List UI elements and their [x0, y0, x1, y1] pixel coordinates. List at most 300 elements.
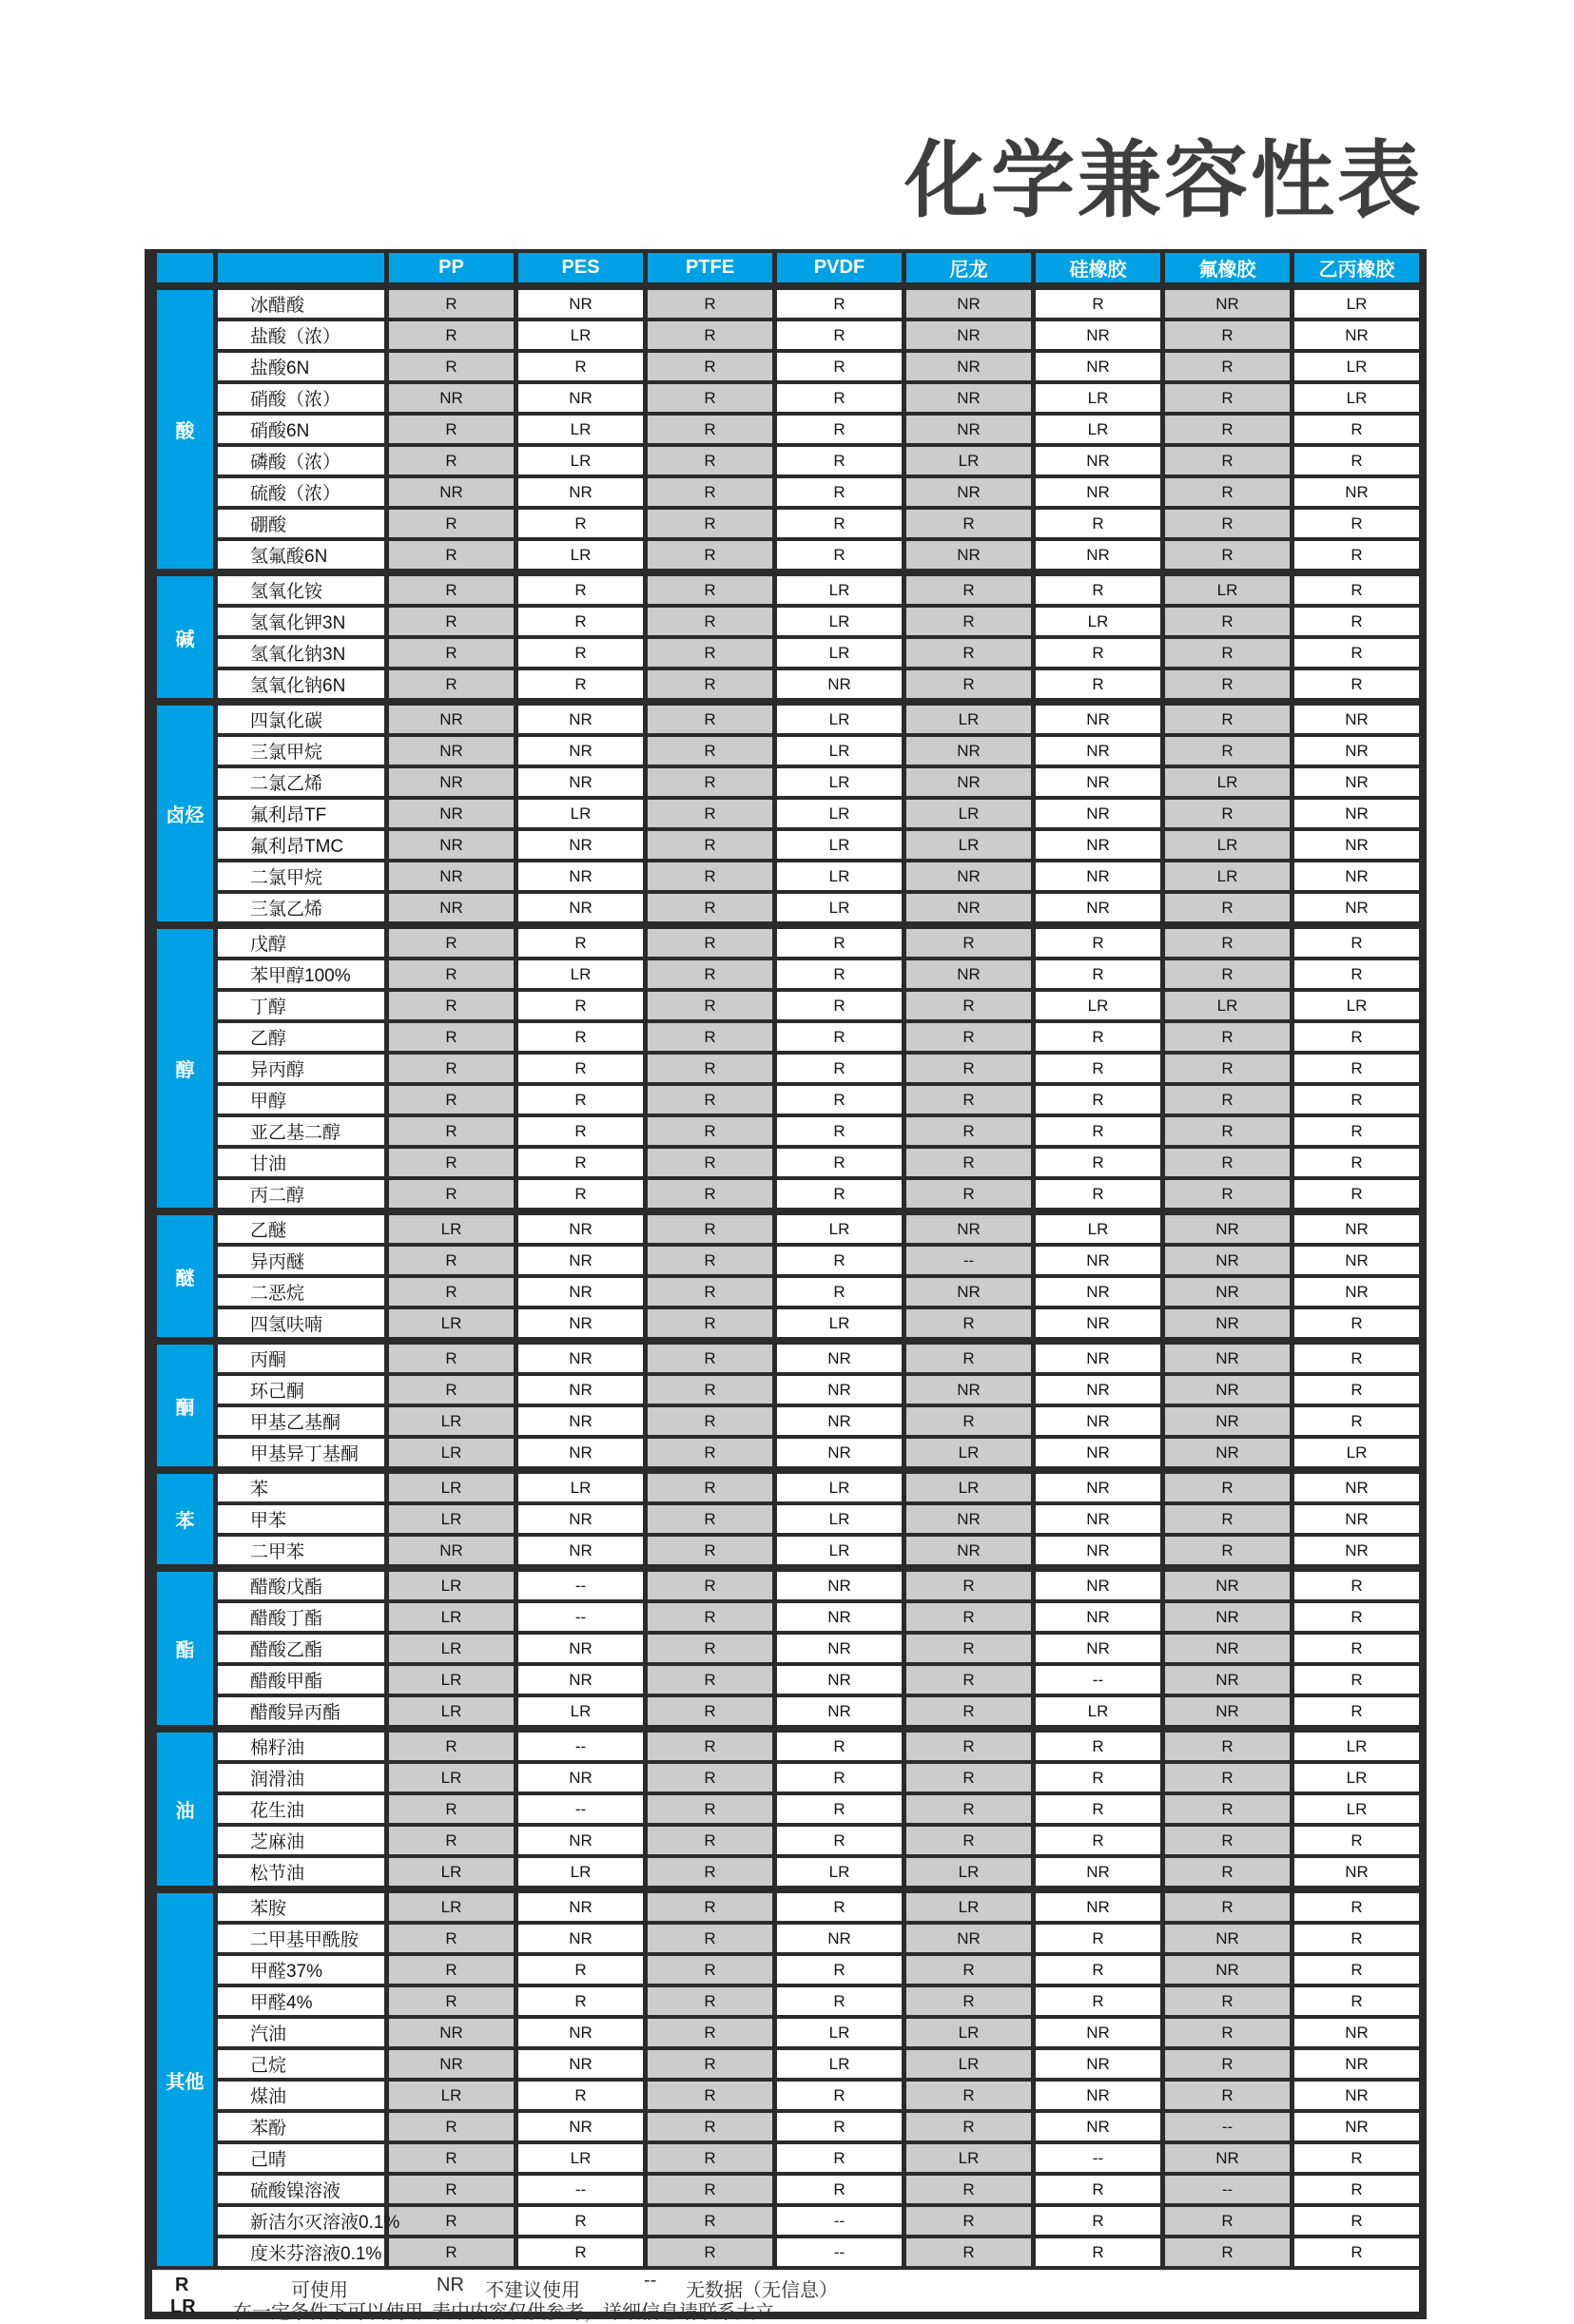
value-cell: R [646, 1503, 775, 1535]
value-cell: LR [1034, 606, 1163, 637]
value-cell: NR [516, 1633, 646, 1664]
table-row [155, 735, 1422, 766]
value-cell: R [1292, 1307, 1422, 1341]
value-cell: NR [1034, 351, 1163, 382]
table-row [155, 1954, 1422, 1985]
value-cell: LR [1292, 351, 1422, 382]
value-cell: LR [775, 2048, 904, 2080]
value-cell: R [387, 1276, 516, 1307]
value-cell: R [387, 1729, 516, 1762]
value-cell: R [646, 1178, 775, 1211]
table-row [155, 702, 1422, 735]
value-cell: R [775, 351, 904, 382]
value-cell: R [387, 445, 516, 476]
value-cell: LR [775, 1856, 904, 1889]
value-cell: R [904, 1147, 1034, 1178]
table-row [155, 637, 1422, 668]
value-cell: R [387, 990, 516, 1021]
value-cell: R [1163, 1889, 1292, 1923]
chemical-name: 汽油 [216, 2017, 387, 2048]
value-cell: R [1163, 2048, 1292, 2080]
value-cell: -- [775, 2205, 904, 2237]
chemical-name: 苯 [216, 1470, 387, 1503]
table-row [155, 1535, 1422, 1568]
value-cell: R [1163, 1503, 1292, 1535]
value-cell: LR [775, 735, 904, 766]
value-cell: NR [1292, 2080, 1422, 2111]
value-cell: R [646, 572, 775, 606]
value-cell: NR [1034, 2017, 1163, 2048]
value-cell: NR [904, 539, 1034, 572]
value-cell: R [1163, 606, 1292, 637]
table-row [155, 2237, 1422, 2268]
value-cell: R [904, 508, 1034, 539]
value-cell: LR [904, 445, 1034, 476]
value-cell: LR [1163, 990, 1292, 1021]
value-cell: LR [1163, 829, 1292, 861]
value-cell: R [1163, 637, 1292, 668]
value-cell: NR [1034, 1856, 1163, 1889]
value-cell: NR [775, 1601, 904, 1633]
value-cell: R [646, 1889, 775, 1923]
legend-key-nodata: -- [644, 2270, 657, 2291]
value-cell: R [387, 572, 516, 606]
page-title: 化学兼容性表 [904, 133, 1424, 227]
table-row [155, 1568, 1422, 1601]
chemical-name: 丙酮 [216, 1341, 387, 1374]
value-cell: NR [1034, 735, 1163, 766]
value-cell: NR [1034, 1245, 1163, 1276]
value-cell: R [775, 414, 904, 445]
value-cell: NR [516, 1307, 646, 1341]
value-cell: NR [1034, 539, 1163, 572]
value-cell: NR [904, 1503, 1034, 1535]
chemical-name: 四氢呋喃 [216, 1307, 387, 1341]
value-cell: -- [516, 1568, 646, 1601]
value-cell: R [387, 1147, 516, 1178]
value-cell: LR [516, 2142, 646, 2174]
value-cell: NR [775, 668, 904, 702]
table-row [155, 1856, 1422, 1889]
table-row [155, 1405, 1422, 1437]
value-cell: R [516, 508, 646, 539]
value-cell: NR [387, 382, 516, 414]
table-row [155, 1793, 1422, 1825]
chemical-name: 甲醛37% [216, 1954, 387, 1985]
value-cell: R [775, 445, 904, 476]
value-cell: R [387, 320, 516, 351]
value-cell: LR [775, 2017, 904, 2048]
value-cell: R [387, 1341, 516, 1374]
value-cell: R [775, 2080, 904, 2111]
value-cell: LR [516, 1470, 646, 1503]
table-row [155, 1825, 1422, 1856]
value-cell: R [387, 286, 516, 320]
value-cell: LR [775, 702, 904, 735]
value-cell: R [1163, 1053, 1292, 1084]
chemical-name: 松节油 [216, 1856, 387, 1889]
value-cell: R [1163, 1535, 1292, 1568]
value-cell: NR [387, 2048, 516, 2080]
table-row [155, 351, 1422, 382]
value-cell: NR [516, 2048, 646, 2080]
value-cell: NR [1034, 1341, 1163, 1374]
value-cell: NR [1163, 286, 1292, 320]
value-cell: R [1292, 1985, 1422, 2017]
value-cell: LR [387, 1307, 516, 1341]
column-header: 硅橡胶 [1034, 253, 1163, 286]
value-cell: R [516, 925, 646, 959]
value-cell: R [1163, 382, 1292, 414]
value-cell: R [646, 2048, 775, 2080]
corner-cell [155, 253, 216, 286]
value-cell: R [1163, 1793, 1292, 1825]
value-cell: LR [516, 445, 646, 476]
table-row [155, 892, 1422, 925]
value-cell: R [1163, 539, 1292, 572]
value-cell: R [1292, 1695, 1422, 1729]
compatibility-table-grid [152, 253, 1424, 2270]
value-cell: R [1292, 1178, 1422, 1211]
chemical-name: 氟利昂TMC [216, 829, 387, 861]
table-row [155, 286, 1422, 320]
value-cell: R [1292, 1664, 1422, 1695]
value-cell: R [1034, 1923, 1163, 1954]
value-cell: R [646, 539, 775, 572]
value-cell: LR [387, 1405, 516, 1437]
chemical-name: 度米芬溶液0.1% [216, 2237, 387, 2268]
group-label: 醇 [155, 925, 216, 1211]
value-cell: NR [516, 892, 646, 925]
value-cell: R [904, 1021, 1034, 1053]
value-cell: LR [775, 1503, 904, 1535]
value-cell: NR [1292, 1211, 1422, 1245]
table-row [155, 445, 1422, 476]
value-cell: R [646, 1695, 775, 1729]
value-cell: R [904, 2111, 1034, 2142]
value-cell: R [646, 1245, 775, 1276]
value-cell: NR [1292, 1276, 1422, 1307]
value-cell: R [1034, 1793, 1163, 1825]
table-row [155, 2048, 1422, 2080]
value-cell: NR [1163, 1923, 1292, 1954]
value-cell: R [646, 766, 775, 798]
value-cell: R [1034, 1084, 1163, 1115]
value-cell: LR [387, 1762, 516, 1793]
chemical-name: 异丙醇 [216, 1053, 387, 1084]
value-cell: R [387, 1954, 516, 1985]
value-cell: NR [1034, 1374, 1163, 1405]
value-cell: NR [387, 892, 516, 925]
column-header: PTFE [646, 253, 775, 286]
value-cell: R [775, 1762, 904, 1793]
table-row [155, 508, 1422, 539]
value-cell: NR [904, 1374, 1034, 1405]
chemical-name: 棉籽油 [216, 1729, 387, 1762]
value-cell: R [1292, 539, 1422, 572]
column-header: 尼龙 [904, 253, 1034, 286]
value-cell: R [387, 925, 516, 959]
value-cell: NR [1292, 2111, 1422, 2142]
value-cell: NR [516, 286, 646, 320]
value-cell: R [646, 1923, 775, 1954]
chemical-name: 煤油 [216, 2080, 387, 2111]
value-cell: R [646, 1793, 775, 1825]
value-cell: NR [1163, 1695, 1292, 1729]
value-cell: R [1034, 286, 1163, 320]
value-cell: R [904, 1954, 1034, 1985]
value-cell: LR [775, 1307, 904, 1341]
table-row [155, 1053, 1422, 1084]
value-cell: LR [1292, 1437, 1422, 1470]
value-cell: R [516, 1178, 646, 1211]
value-cell: R [516, 1115, 646, 1147]
value-cell: NR [1034, 1437, 1163, 1470]
table-row [155, 414, 1422, 445]
value-cell: NR [1034, 892, 1163, 925]
value-cell: NR [1163, 1276, 1292, 1307]
value-cell: R [646, 1535, 775, 1568]
value-cell: -- [1163, 2174, 1292, 2205]
chemical-name: 丁醇 [216, 990, 387, 1021]
chemical-column-header [216, 253, 387, 286]
value-cell: NR [1292, 2017, 1422, 2048]
value-cell: LR [904, 1470, 1034, 1503]
compatibility-table [145, 249, 1427, 2323]
value-cell: R [516, 1084, 646, 1115]
value-cell: R [1292, 1341, 1422, 1374]
value-cell: R [646, 1147, 775, 1178]
chemical-name: 新洁尔灭溶液0.1% [216, 2205, 387, 2237]
value-cell: R [387, 1923, 516, 1954]
value-cell: R [1292, 1374, 1422, 1405]
value-cell: R [646, 2017, 775, 2048]
value-cell: NR [516, 1341, 646, 1374]
value-cell: R [516, 1985, 646, 2017]
value-cell: R [904, 1341, 1034, 1374]
value-cell: R [646, 1470, 775, 1503]
value-cell: LR [775, 637, 904, 668]
value-cell: R [1163, 1470, 1292, 1503]
value-cell: LR [775, 1211, 904, 1245]
value-cell: R [387, 1374, 516, 1405]
value-cell: NR [516, 735, 646, 766]
table-row [155, 959, 1422, 990]
value-cell: R [775, 1729, 904, 1762]
value-cell: LR [1292, 990, 1422, 1021]
value-cell: R [1292, 2174, 1422, 2205]
chemical-name: 氢氟酸6N [216, 539, 387, 572]
value-cell: R [1163, 1856, 1292, 1889]
value-cell: R [904, 2237, 1034, 2268]
value-cell: NR [387, 2017, 516, 2048]
value-cell: NR [1163, 1954, 1292, 1985]
chemical-name: 甲苯 [216, 1503, 387, 1535]
value-cell: R [387, 1115, 516, 1147]
value-cell: R [904, 668, 1034, 702]
value-cell: R [646, 351, 775, 382]
value-cell: NR [1292, 1470, 1422, 1503]
value-cell: LR [1034, 1211, 1163, 1245]
value-cell: R [516, 2080, 646, 2111]
value-cell: R [646, 606, 775, 637]
value-cell: NR [904, 286, 1034, 320]
value-cell: R [904, 1084, 1034, 1115]
value-cell: NR [1292, 2048, 1422, 2080]
value-cell: R [387, 606, 516, 637]
legend-desc-r: 可使用 [291, 2280, 348, 2301]
value-cell: R [775, 476, 904, 508]
value-cell: R [387, 1245, 516, 1276]
value-cell: R [646, 990, 775, 1021]
table-row [155, 2080, 1422, 2111]
chemical-name: 硫酸镍溶液 [216, 2174, 387, 2205]
value-cell: LR [387, 2080, 516, 2111]
chemical-name: 氢氧化钠3N [216, 637, 387, 668]
value-cell: R [904, 1695, 1034, 1729]
column-header: PES [516, 253, 646, 286]
value-cell: R [1292, 2142, 1422, 2174]
group-label: 卤烃 [155, 702, 216, 925]
value-cell: NR [516, 1535, 646, 1568]
value-cell: R [775, 508, 904, 539]
value-cell: R [1034, 1762, 1163, 1793]
value-cell: R [646, 286, 775, 320]
value-cell: NR [387, 735, 516, 766]
value-cell: NR [516, 1889, 646, 1923]
value-cell: LR [387, 1437, 516, 1470]
value-cell: NR [1034, 320, 1163, 351]
table-row [155, 2017, 1422, 2048]
value-cell: R [1292, 1084, 1422, 1115]
value-cell: R [646, 637, 775, 668]
value-cell: NR [1163, 1633, 1292, 1664]
value-cell: R [775, 990, 904, 1021]
value-cell: LR [516, 320, 646, 351]
value-cell: NR [1292, 766, 1422, 798]
value-cell: NR [1034, 2111, 1163, 2142]
table-row [155, 925, 1422, 959]
value-cell: NR [1034, 445, 1163, 476]
value-cell: R [516, 2237, 646, 2268]
table-row [155, 572, 1422, 606]
value-cell: R [1163, 2237, 1292, 2268]
value-cell: NR [1034, 1601, 1163, 1633]
value-cell: NR [904, 1535, 1034, 1568]
value-cell: NR [1034, 766, 1163, 798]
value-cell: R [1163, 508, 1292, 539]
value-cell: NR [516, 2111, 646, 2142]
value-cell: LR [1034, 414, 1163, 445]
value-cell: R [1292, 445, 1422, 476]
table-row [155, 1147, 1422, 1178]
value-cell: R [1292, 1115, 1422, 1147]
chemical-name: 四氯化碳 [216, 702, 387, 735]
value-cell: R [387, 1985, 516, 2017]
value-cell: NR [904, 1211, 1034, 1245]
value-cell: R [646, 702, 775, 735]
value-cell: R [387, 2237, 516, 2268]
value-cell: R [775, 1793, 904, 1825]
value-cell: NR [516, 1374, 646, 1405]
chemical-name: 甲基异丁基酮 [216, 1437, 387, 1470]
value-cell: R [904, 1307, 1034, 1341]
value-cell: LR [775, 1535, 904, 1568]
value-cell: R [516, 351, 646, 382]
value-cell: -- [516, 2174, 646, 2205]
value-cell: R [1034, 1954, 1163, 1985]
value-cell: NR [516, 476, 646, 508]
value-cell: NR [387, 702, 516, 735]
value-cell: NR [1034, 1889, 1163, 1923]
chemical-name: 戊醇 [216, 925, 387, 959]
value-cell: R [646, 1825, 775, 1856]
value-cell: R [775, 1825, 904, 1856]
value-cell: R [1163, 798, 1292, 829]
chemical-name: 盐酸6N [216, 351, 387, 382]
value-cell: R [1034, 1115, 1163, 1147]
value-cell: R [1163, 320, 1292, 351]
value-cell: NR [1292, 892, 1422, 925]
chemical-name: 乙醚 [216, 1211, 387, 1245]
chemical-name: 润滑油 [216, 1762, 387, 1793]
chemical-name: 环己酮 [216, 1374, 387, 1405]
value-cell: R [646, 959, 775, 990]
value-cell: NR [904, 766, 1034, 798]
value-cell: R [775, 1889, 904, 1923]
value-cell: NR [775, 1923, 904, 1954]
value-cell: R [646, 1405, 775, 1437]
value-cell: NR [1292, 735, 1422, 766]
value-cell: R [516, 990, 646, 1021]
value-cell: R [387, 539, 516, 572]
value-cell: R [1292, 925, 1422, 959]
value-cell: R [775, 925, 904, 959]
value-cell: R [1163, 2205, 1292, 2237]
table-row [155, 1923, 1422, 1954]
value-cell: R [387, 2142, 516, 2174]
value-cell: R [904, 1664, 1034, 1695]
value-cell: NR [516, 1245, 646, 1276]
chemical-name: 二恶烷 [216, 1276, 387, 1307]
table-row [155, 1084, 1422, 1115]
value-cell: R [516, 572, 646, 606]
table-row [155, 1695, 1422, 1729]
value-cell: NR [904, 735, 1034, 766]
value-cell: R [646, 2142, 775, 2174]
value-cell: R [1292, 1889, 1422, 1923]
chemical-name: 醋酸丁酯 [216, 1601, 387, 1633]
value-cell: R [1292, 959, 1422, 990]
value-cell: R [1163, 1147, 1292, 1178]
value-cell: LR [1292, 1793, 1422, 1825]
value-cell: NR [1034, 2080, 1163, 2111]
value-cell: LR [904, 1437, 1034, 1470]
value-cell: R [775, 1178, 904, 1211]
value-cell: LR [516, 539, 646, 572]
column-header: PVDF [775, 253, 904, 286]
value-cell: R [904, 925, 1034, 959]
chemical-name: 硼酸 [216, 508, 387, 539]
value-cell: R [387, 1825, 516, 1856]
chemical-name: 氢氧化钾3N [216, 606, 387, 637]
value-cell: R [387, 2174, 516, 2205]
value-cell: NR [1292, 1535, 1422, 1568]
column-header: 氟橡胶 [1163, 253, 1292, 286]
value-cell: R [646, 320, 775, 351]
value-cell: NR [775, 1695, 904, 1729]
value-cell: NR [1292, 1503, 1422, 1535]
